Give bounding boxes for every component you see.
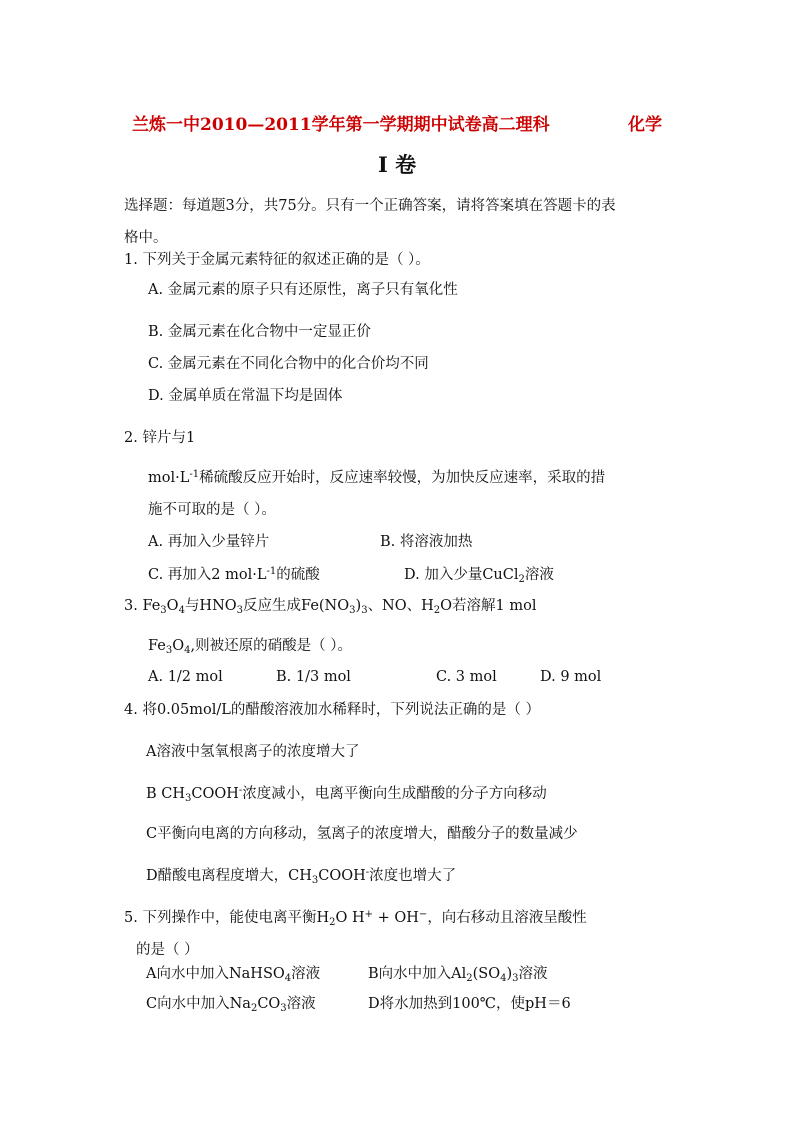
- q2-stem-line-1: 2. 锌片与1: [124, 430, 196, 446]
- q5-option-b: B向水中加入$Al_2(SO_4)_3$溶液: [368, 966, 548, 984]
- q1-option-a: A. 金属元素的原子只有还原性，离子只有氧化性: [148, 282, 458, 298]
- q4-option-b: B $CH_3COOH^-$浓度减小，电离平衡向生成醋酸的分子方向移动: [146, 785, 547, 804]
- instructions-line-2: 格中。: [124, 230, 168, 246]
- q4-option-c: C平衡向电离的方向移动，氢离子的浓度增大，醋酸分子的数量减少: [146, 826, 578, 842]
- q5-option-c: C向水中加入$Na_2CO_3$溶液: [146, 996, 316, 1014]
- q3-option-b: B. 1/3 mol: [276, 669, 351, 685]
- exam-title: 兰炼一中2010—2011学年第一学期期中试卷高二理科: [132, 115, 550, 135]
- subject-label: 化学: [628, 115, 662, 135]
- q2-option-a: A. 再加入少量锌片: [148, 534, 270, 550]
- q3-option-a: A. 1/2 mol: [148, 669, 223, 685]
- q2-option-c: C. 再加入2 $mol\cdot L^{-1}$的硫酸: [148, 566, 320, 583]
- q3-option-d: D. 9 mol: [540, 669, 602, 685]
- q2-stem-line-2: $mol\cdot L^{-1}$稀硫酸反应开始时，反应速率较慢，为加快反应速率，采取的措: [148, 469, 606, 486]
- q4-option-a: A溶液中氢氧根离子的浓度增大了: [146, 744, 360, 760]
- q2-option-b: B. 将溶液加热: [380, 534, 473, 550]
- q1-option-d: D. 金属单质在常温下均是固体: [148, 388, 343, 404]
- instructions-line-1: 选择题：每道题3分，共75分。只有一个正确答案，请将答案填在答题卡的表: [124, 198, 616, 214]
- q3-stem-line-1: 3. $Fe_3O_4$与$HNO_3$反应生成$Fe(NO_3)_3$、NO、$H_2O$若溶解1 mol: [124, 598, 537, 616]
- q2-stem-line-3: 施不可取的是（ ）。: [148, 502, 276, 518]
- q1-stem: 1. 下列关于金属元素特征的叙述正确的是（ ）。: [124, 252, 430, 268]
- q2-option-d: D. 加入少量CuCl$_2$溶液: [404, 567, 554, 585]
- volume-heading: I 卷: [378, 152, 417, 177]
- q3-stem-line-2: $Fe_3O_4$,则被还原的硝酸是（ ）。: [148, 638, 352, 656]
- q4-option-d: D醋酸电离程度增大，$CH_3COOH^-$浓度也增大了: [146, 867, 457, 886]
- q5-stem-line-1: 5. 下列操作中，能使电离平衡$H_2O$ H+ + OH−，向右移动且溶液呈酸性: [124, 909, 587, 928]
- q3-option-c: C. 3 mol: [436, 669, 497, 685]
- q4-stem: 4. 将0.05mol/L的醋酸溶液加水稀释时，下列说法正确的是（ ）: [124, 702, 540, 718]
- q1-option-b: B. 金属元素在化合物中一定显正价: [148, 324, 371, 340]
- q1-option-c: C. 金属元素在不同化合物中的化合价均不同: [148, 356, 429, 372]
- q5-option-d: D将水加热到100℃，使pH＝6: [368, 996, 571, 1012]
- q5-option-a: A向水中加入NaHSO$_4$溶液: [146, 966, 321, 984]
- q5-stem-line-2: 的是（ ）: [136, 942, 199, 958]
